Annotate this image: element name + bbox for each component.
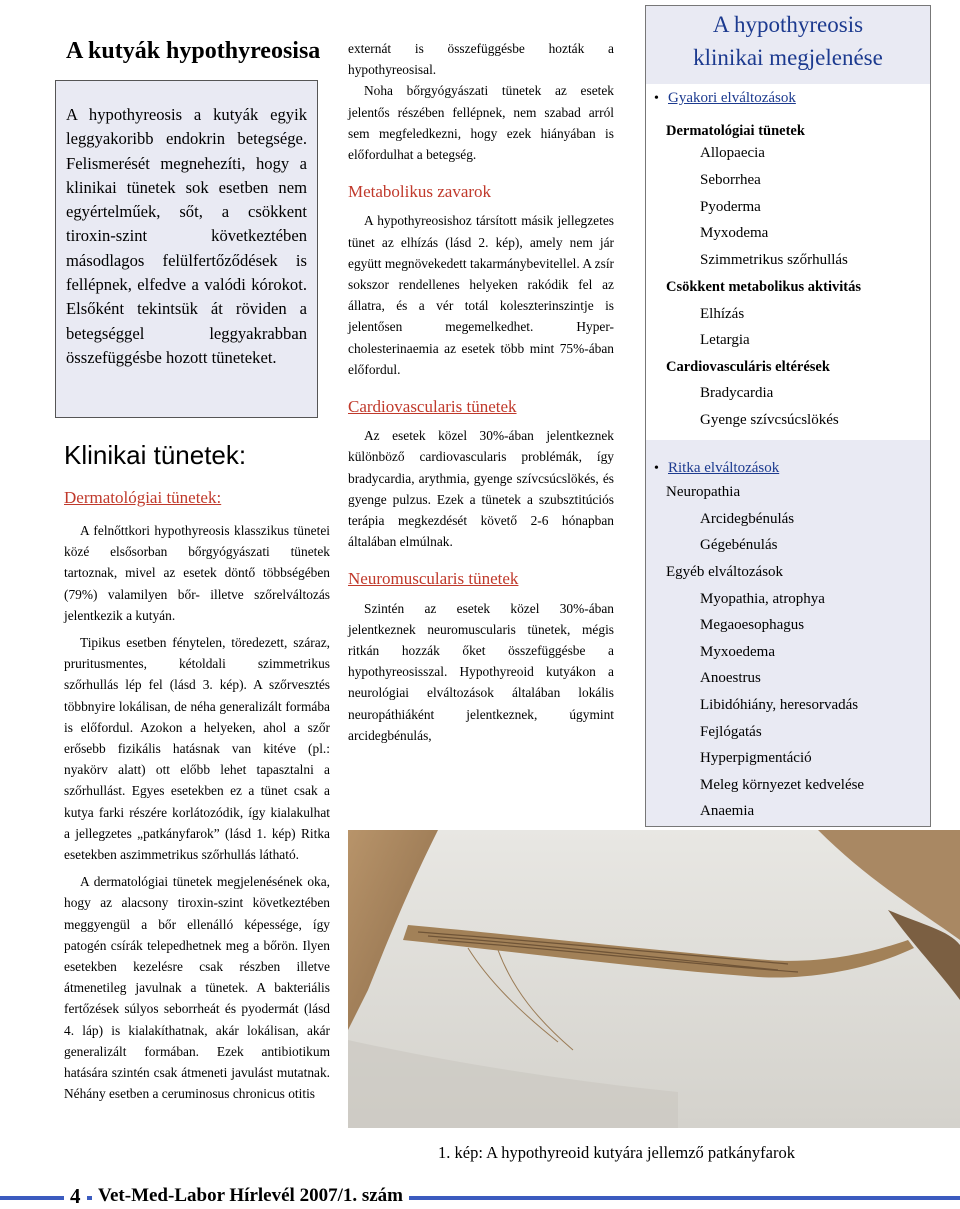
intro-box: [55, 80, 318, 418]
derm-heading: Dermatológiai tünetek:: [64, 488, 222, 507]
metab-item: Elhízás: [700, 306, 745, 322]
summary-title-line-2: klinikai megjelenése: [693, 45, 883, 70]
other-item: Hyperpigmentáció: [700, 750, 812, 766]
metab-category: Csökkent metabolikus aktivitás: [666, 279, 861, 295]
derm-item: Szimmetrikus szőrhullás: [700, 252, 848, 268]
continued-text: externát is összefüggésbe hozták a hypothyreosisal.: [348, 41, 614, 78]
metab-text: A hypothyreosishoz társított másik jellegzetes tünet az elhízás (lásd 2. kép), amely nem jár együtt megnövekedett takarmánybevitellel. A zsír sokszor rendellenes helyeken rakódik fel az állatra, és a vér totál koleszterinszintje is jelentősen megemelkedhet. Hyper-cholesterinaemia az esetek több mint 75%-ában előfordul.: [348, 213, 614, 377]
derm-item: Seborrhea: [700, 172, 761, 188]
derm-text: [64, 520, 330, 1110]
derm-item: Myxodema: [700, 225, 769, 241]
other-item: Myopathia, atrophya: [700, 591, 825, 607]
bullet-icon: •: [654, 91, 659, 106]
metab-heading: Metabolikus zavarok: [348, 182, 492, 202]
article-title: A kutyák hypothyreosisa: [66, 38, 321, 64]
cardio-item: Bradycardia: [700, 385, 774, 401]
cardio-item: Gyenge szívcsúcslökés: [700, 412, 839, 428]
other-item: Myxoedema: [700, 644, 775, 660]
other-item: Fejlógatás: [700, 724, 762, 740]
other-item: Anoestrus: [700, 670, 761, 686]
derm-paragraph-2: Tipikus esetben fénytelen, töredezett, száraz, pruritusmentes, kétoldali szimmetrikus szőrhullás lép fel (lásd 3. kép). A szőrvesztés többnyire lokálisan, de néha generalizált formába is előfordul. Azokon a helyeken, ahol a szőr erősebb fizikális hatásnak van kitéve (pl.: nyakörv alatt) ott előbb lehet tapasztalni a szőrhullást. Egyes esetekben ez a tünet csak a kutya farki részére korlátozódik, így kialakulhat a jellegzetes „patkányfarok” (lásd 1. kép) Ritka esetekben aszimmetrikus szőrhullás látható.: [64, 635, 330, 863]
bullet-icon: •: [654, 461, 659, 476]
cardio-category: Cardiovasculáris eltérések: [666, 359, 830, 375]
other-item: Anaemia: [700, 803, 755, 819]
common-heading: Gyakori elváltozások: [668, 90, 796, 106]
middle-column: [348, 38, 614, 746]
neuro-category: Neuropathia: [666, 484, 741, 500]
other-item: Libidóhiány, heresorvadás: [700, 697, 859, 713]
dog-tail-photo: [348, 830, 960, 1128]
clinical-heading: Klinikai tünetek:: [64, 440, 247, 470]
photo-caption: 1. kép: A hypothyreoid kutyára jellemző patkányfarok: [438, 1143, 795, 1162]
summary-title: [646, 6, 930, 74]
derm-item: Allopaecia: [700, 145, 765, 161]
page-number: 4: [64, 1184, 87, 1209]
cardio-heading: Cardiovascularis tünetek: [348, 397, 517, 417]
other-item: Meleg környezet kedvelése: [700, 777, 865, 793]
other-item: Megaoesophagus: [700, 617, 805, 633]
intro-text: A hypothyreosis a kutyák egyik leggyakoribb endokrin betegsége. Felismerését megnehezíti, hogy a klinikai tünetek sok esetben nem egyértelműek, sőt, a csökkent tiroxin-szint következtében másodlagos felülfertőződések is fellépnek, elfedve a valódi kórokot. Elsőként tekintsük át röviden a betegséggel leggyakrabban összefüggésbe hozott tüneteket.: [66, 105, 307, 367]
summary-box: [645, 5, 931, 827]
derm-paragraph-3: A dermatológiai tünetek megjelenésének oka, hogy az alacsony tiroxin-szint következtében meggyengül a bőr ellenálló képessége, így patogén csírák telepedhetnek meg a bőrön. Ilyen esetekben kezelésre csak részben illetve átmenetileg javulnak a tünetek. A bakteriális fertőzések súlyos seborrheát és pyodermát (lásd 4. láp) is kialakíthatnak, akár lokálisan, akár generalizált formában. Ezek antibiotikum hatására szintén csak átmeneti javulást mutatnak. Néhány esetben a ceruminosus chronicus otitis: [64, 874, 330, 1102]
neuro-item: Arcidegbénulás: [700, 511, 795, 527]
rare-heading: Ritka elváltozások: [668, 460, 780, 476]
cardio-text: Az esetek közel 30%-ában jelentkeznek különböző cardiovascularis problémák, így bradycardia, arythmia, gyenge szívcsúcslökés, és gyenge pulzus. Ezek a tünetek a szubsztitúciós terápia megkezdését követő 2-6 hónapban általában elmúlnak.: [348, 428, 614, 550]
other-category: Egyéb elváltozások: [666, 564, 784, 580]
derm-item: Pyoderma: [700, 199, 761, 215]
derm-category: Dermatológiai tünetek: [666, 123, 805, 139]
neuro-item: Gégebénulás: [700, 537, 778, 553]
neuro-heading: Neuromuscularis tünetek: [348, 569, 519, 589]
middle-paragraph-1: Noha bőrgyógyászati tünetek az esetek jelentős részében fellépnek, nem szabad arról sem megfeledkezni, hogy ezek hiányában is előfordulhat a betegség.: [348, 83, 614, 163]
footer-title: Vet-Med-Labor Hírlevél 2007/1. szám: [92, 1185, 409, 1207]
summary-title-line-1: A hypothyreosis: [712, 12, 864, 37]
derm-paragraph-1: A felnőttkori hypothyreosis klasszikus tünetei közé elsősorban bőrgyógyászati tünetek tartoznak, mivel az esetek döntő többségében (79%) valamilyen bőr- illetve szőrelváltozás jelentkezik a kutyán.: [64, 523, 330, 623]
metab-item: Letargia: [700, 332, 750, 348]
neuro-text: Szintén az esetek közel 30%-ában jelentkeznek neuromuscularis tünetek, mégis ritkán hozzák őket összefüggésbe a hypothyreosisszal. Hypothyreoid kutyákon a neurológiai elváltozások általában lokális neuropáthiáként jelentkeznek, úgymint arcidegbénulás,: [348, 600, 614, 743]
